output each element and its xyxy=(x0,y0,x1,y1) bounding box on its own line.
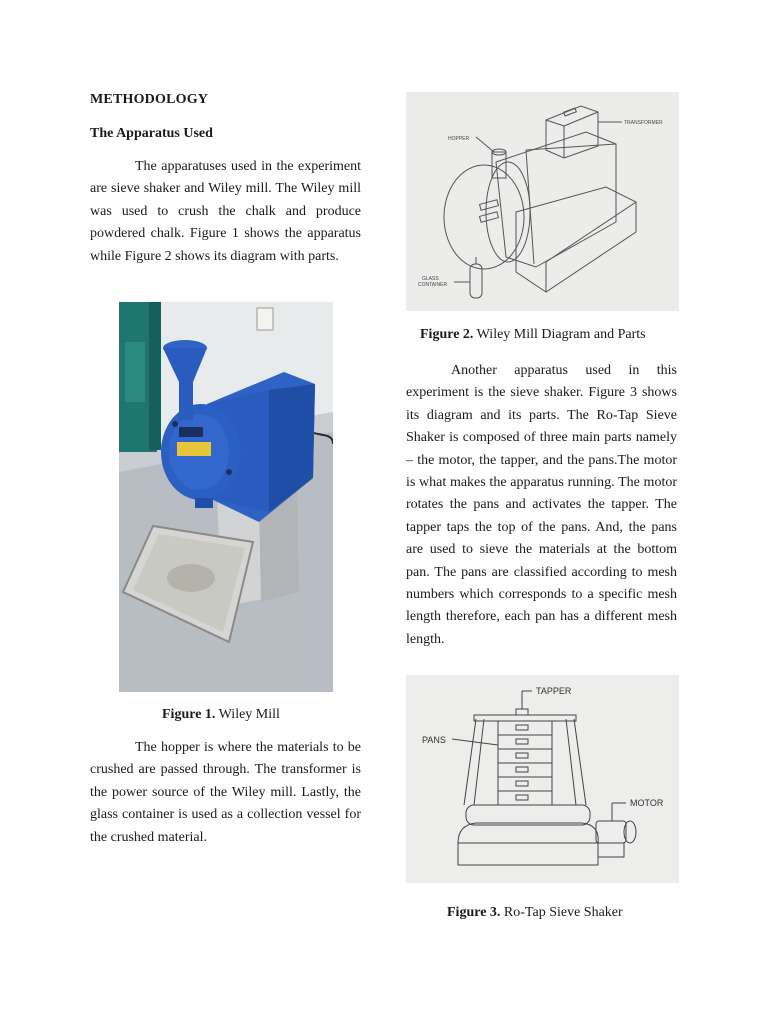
figure-3-caption-text: Ro-Tap Sieve Shaker xyxy=(503,905,623,920)
subsection-heading: The Apparatus Used xyxy=(90,126,213,141)
sieve-shaker-paragraph: Another apparatus used in this experiment is the sieve shaker. Figure 3 shows its diagram and its parts. The Ro-Tap Sieve Shaker is composed of three main parts namely – the motor, the tapper, and the pans.The motor is what makes the apparatus running. The motor rotates the pans and activates the tapper. The tapper taps the top of the pans. And, the pans are used to sieve the materials at the bottom pan. The pans are classified according to mesh numbers which corresponds to a specific mesh length therefore, each pan has a different mesh length. xyxy=(406,363,677,647)
label-pans: PANS xyxy=(422,735,446,745)
label-container: CONTAINER xyxy=(418,282,448,288)
section-heading: METHODOLOGY xyxy=(90,92,209,107)
hopper-paragraph: The hopper is where the materials to be crushed are passed through. The transformer is the power source of the Wiley mill. Lastly, the glass container is used as a collection vessel for the crushed material. xyxy=(90,740,361,845)
figure-2-caption xyxy=(420,327,646,343)
figure-1-caption xyxy=(162,707,280,723)
label-glass: GLASS xyxy=(422,276,439,282)
label-motor: MOTOR xyxy=(630,798,664,808)
figure-2-diagram xyxy=(406,92,679,311)
label-transformer: TRANSFORMER xyxy=(624,120,663,126)
figure-2-label: Figure 2. xyxy=(420,327,474,342)
figure-1-label: Figure 1. xyxy=(162,707,216,722)
figure-3-label: Figure 3. xyxy=(447,905,501,920)
label-tapper: TAPPER xyxy=(536,686,572,696)
figure-1-photo xyxy=(119,302,333,692)
figure-3-diagram xyxy=(406,675,679,883)
intro-paragraph: The apparatuses used in the experiment are sieve shaker and Wiley mill. The Wiley mill was used to crush the chalk and produce powdered chalk. Figure 1 shows the apparatus while Figure 2 shows its diagram with parts. xyxy=(90,159,361,264)
figure-2-caption-text: Wiley Mill Diagram and Parts xyxy=(476,327,646,342)
figure-1-caption-text: Wiley Mill xyxy=(218,707,280,722)
label-hopper: HOPPER xyxy=(448,136,470,142)
figure-3-caption xyxy=(447,905,623,921)
